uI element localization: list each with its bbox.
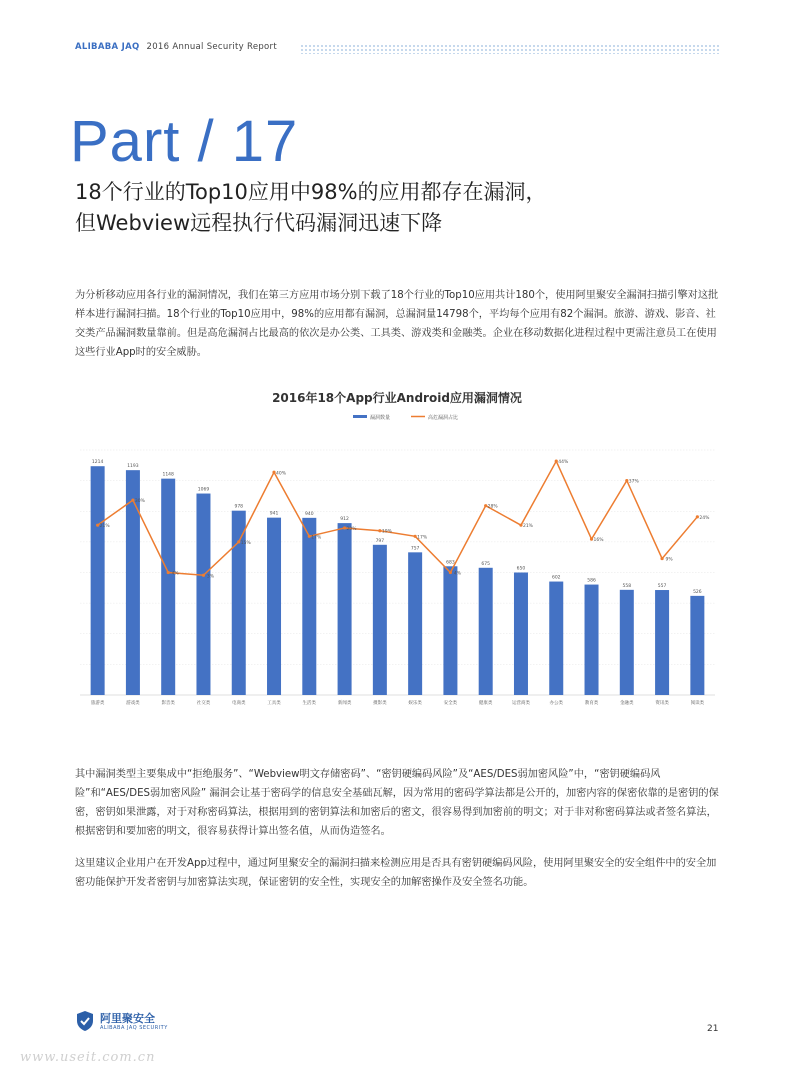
bar-14 [585, 585, 599, 695]
bar-value-label: 797 [375, 538, 385, 544]
line-point [660, 557, 663, 560]
category-label: 游戏类 [126, 701, 140, 706]
line-value-label: 37% [628, 479, 639, 485]
bar-8 [373, 545, 387, 695]
line-value-label: 44% [558, 460, 569, 466]
bar-value-label: 1193 [127, 464, 139, 470]
line-value-label: 21% [522, 524, 533, 530]
footer-logo-text: 阿里聚安全 [100, 1012, 155, 1025]
bar-value-label: 675 [481, 561, 490, 567]
bar-12 [514, 573, 528, 696]
bar-value-label: 912 [340, 517, 349, 523]
bar-value-label: 757 [410, 546, 420, 552]
bar-value-label: 940 [305, 511, 314, 517]
bar-10 [443, 566, 457, 695]
legend-label-line: 高危漏洞占比 [428, 415, 459, 421]
bar-13 [549, 582, 563, 695]
bar-9 [408, 552, 422, 695]
watermark: www.useit.com.cn [20, 1050, 156, 1065]
line-value-label: 17% [311, 535, 322, 541]
bar-17 [690, 596, 704, 695]
category-label: 运营商类 [511, 701, 530, 706]
legend-label-bars: 漏洞数量 [370, 415, 391, 421]
line-value-label: 4% [171, 571, 179, 577]
category-label: 电商类 [232, 701, 246, 706]
line-point [167, 571, 170, 574]
line-value-label: 3% [206, 574, 215, 580]
line-value-label: 28% [487, 504, 498, 510]
legend-swatch-bars [353, 415, 367, 418]
bar-15 [620, 590, 634, 695]
header-dot-pattern [300, 44, 720, 54]
bar-value-label: 602 [551, 575, 561, 581]
headline-line-2: 但Webview远程执行代码漏洞迅速下降 [75, 211, 443, 235]
recommendation-paragraph: 这里建议企业用户在开发App过程中，通过阿里聚安全的漏洞扫描来检测应用是否具有密钥硬编码风险，使用阿里聚安全的安全组件中的安全加密功能保护开发者密钥与加密算法实现，保证密钥的安全性，实现安全的加解密操作及安全签名功能。 [75, 858, 717, 888]
category-label: 金融类 [620, 701, 634, 706]
chart-legend [353, 414, 458, 421]
category-label: 新闻类 [337, 701, 352, 706]
category-label: 健康类 [478, 701, 493, 706]
part-title: Part / 17 [70, 109, 299, 174]
line-value-label: 24% [699, 515, 710, 521]
bar-16 [655, 590, 669, 695]
header-brand: ALIBABA JAQ [75, 42, 140, 52]
bar-3 [196, 494, 210, 695]
headline-line-1: 18个行业的Top10应用中98%的应用都存在漏洞， [75, 180, 547, 204]
line-value-label: 30% [134, 499, 145, 505]
bar-0 [91, 466, 105, 695]
bar-7 [338, 523, 352, 695]
line-value-label: 40% [276, 471, 287, 477]
bar-value-label: 1069 [197, 487, 210, 493]
line-point [202, 574, 205, 577]
category-label: 旅游类 [90, 701, 105, 706]
shield-logo-icon [75, 1010, 95, 1032]
chart-title: 2016年18个App行业Android应用漏洞情况 [272, 391, 522, 405]
bar-value-label: 978 [234, 504, 244, 510]
line-value-label: 20% [346, 526, 357, 532]
line-value-label: 21% [99, 524, 110, 530]
category-label: 办公类 [549, 701, 563, 706]
intro-paragraph: 为分析移动应用各行业的漏洞情况，我们在第三方应用市场分别下载了18个行业的Top10应用共计180个，使用阿里聚安全漏洞扫描引擎对这批样本进行漏洞扫描。18个行业的Top10应用中，98%的应用都有漏洞，总漏洞量14798个，平均每个应用有82个漏洞。旅游、游戏、影音、社交类产品漏洞数量靠前。但是高危漏洞占比最高的依次是办公类、工具类、游戏类和金融类。企业在移动数据化进程过程中更需注意员工在使用这些行业App时的安全威胁。 [75, 290, 719, 358]
line-value-label: 16% [593, 538, 604, 544]
vulnerability-chart [75, 380, 720, 710]
bar-value-label: 586 [587, 578, 596, 584]
bar-value-label: 557 [657, 584, 667, 590]
line-value-label: 4% [453, 571, 461, 577]
category-label: 影音类 [161, 701, 175, 706]
report-header [75, 42, 277, 52]
bar-value-label: 941 [269, 511, 279, 517]
bar-5 [267, 518, 281, 695]
bar-6 [302, 518, 316, 695]
bar-value-label: 650 [516, 566, 526, 572]
category-label: 教育类 [584, 701, 599, 706]
bar-4 [232, 511, 246, 695]
line-value-label: 19% [381, 529, 392, 535]
high-risk-ratio-line [98, 461, 698, 575]
category-label: 安全类 [443, 701, 458, 706]
footer-logo-subtext: ALIBABA JAQ SECURITY [100, 1025, 168, 1031]
header-subtitle: 2016 Annual Security Report [146, 42, 277, 52]
vulnerability-types-paragraph: 其中漏洞类型主要集成中“拒绝服务”、“Webview明文存储密码”、“密钥硬编码风险”及“AES/DES弱加密风险”中，“密钥硬编码风险”和“AES/DES弱加密风险” 漏洞会让基于密码学的信息安全基础瓦解，因为常用的密码学算法都是公开的，加密内容的保密依靠的是密钥的保密，密钥如果泄露，对于对称密码算法，根据用到的密钥算法和加密后的密文，很容易得到加密前的明文；对于非对称密码算法或者签名算法，根据密钥和要加密的明文，很容易获得计算出签名值，从而伪造签名。 [75, 769, 719, 837]
bar-2 [161, 479, 175, 695]
category-label: 工具类 [267, 701, 281, 706]
category-label: 社交类 [196, 701, 211, 706]
bar-11 [479, 568, 493, 695]
category-label: 摄影类 [373, 701, 387, 706]
category-label: 生活类 [302, 701, 317, 706]
line-value-label: 9% [665, 557, 673, 563]
bar-value-label: 1148 [162, 472, 174, 478]
bar-value-label: 1214 [91, 460, 104, 466]
bar-value-label: 683 [446, 560, 455, 566]
line-point [449, 571, 452, 574]
category-label: 娱乐类 [408, 701, 422, 706]
line-value-label: 17% [417, 535, 428, 541]
bar-value-label: 526 [693, 589, 702, 595]
category-label: 阅读类 [690, 701, 705, 706]
page-number: 21 [707, 1024, 719, 1034]
line-value-label: 15% [240, 540, 251, 546]
bar-value-label: 558 [622, 583, 632, 589]
category-label: 资讯类 [655, 701, 669, 706]
